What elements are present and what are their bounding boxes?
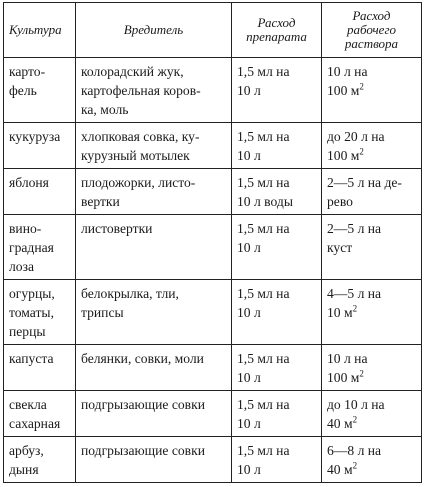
table-body [4, 58, 422, 483]
dose-cell: 1,5 мл на 10 л воды [232, 169, 322, 215]
dose-cell: 1,5 мл на 10 л [232, 437, 322, 483]
solution-unit-exponent: 2 [359, 81, 364, 92]
table-row [4, 391, 422, 437]
solution-text: до 20 л на 100 м [327, 129, 385, 163]
solution-cell [322, 437, 422, 483]
solution-cell [322, 280, 422, 345]
solution-unit-exponent: 2 [352, 303, 358, 314]
solution-text: 10 л на 100 м [327, 64, 368, 98]
solution-text: 10 л на 100 м [327, 351, 368, 385]
crop-cell: капуста [4, 345, 76, 391]
dose-cell: 1,5 мл на 10 л [232, 58, 322, 123]
table-row [4, 169, 422, 215]
solution-cell [322, 123, 422, 169]
pest-cell: подгрызающие совки [76, 391, 232, 437]
solution-cell [322, 391, 422, 437]
solution-text: 4—5 л на 10 м [327, 286, 382, 320]
table-row [4, 437, 422, 483]
crop-cell: огурцы, томаты, перцы [4, 280, 76, 345]
table-row [4, 280, 422, 345]
table-row [4, 215, 422, 280]
pest-cell: колорадский жук, картофельная коров- ка, моль [76, 58, 232, 123]
crop-cell: арбуз, дыня [4, 437, 76, 483]
crop-cell: вино- градная лоза [4, 215, 76, 280]
crop-cell: кукуруза [4, 123, 76, 169]
pest-cell: плодожорки, листо- вертки [76, 169, 232, 215]
dose-cell: 1,5 мл на 10 л [232, 123, 322, 169]
table-row [4, 345, 422, 391]
solution-cell [322, 169, 422, 215]
solution-unit-exponent: 2 [359, 146, 364, 157]
solution-text: до 10 л на 40 м [327, 397, 385, 431]
solution-text: 6—8 л на 40 м [327, 443, 382, 477]
pest-cell: листовертки [76, 215, 232, 280]
pest-cell: подгрызающие совки [76, 437, 232, 483]
solution-cell [322, 58, 422, 123]
header-row [4, 3, 422, 58]
table-row [4, 58, 422, 123]
crop-cell: карто- фель [4, 58, 76, 123]
solution-unit-exponent: 2 [352, 460, 358, 471]
header-crop: Культура [4, 3, 76, 58]
header-dose: Расход препарата [232, 3, 322, 58]
solution-unit-exponent: 2 [352, 414, 358, 425]
pesticide-table [3, 2, 422, 483]
pest-cell: белянки, совки, моли [76, 345, 232, 391]
solution-cell [322, 215, 422, 280]
table-row [4, 123, 422, 169]
pest-cell: хлопковая совка, ку- курузный мотылек [76, 123, 232, 169]
header-solution: Расход рабочего раствора [322, 3, 422, 58]
solution-text: 2—5 л на де- рево [327, 175, 402, 209]
crop-cell: яблоня [4, 169, 76, 215]
solution-text: 2—5 л на куст [327, 221, 382, 255]
pest-cell: белокрылка, тли, трипсы [76, 280, 232, 345]
solution-unit-exponent: 2 [359, 368, 364, 379]
dose-cell: 1,5 мл на 10 л [232, 391, 322, 437]
header-pest: Вредитель [76, 3, 232, 58]
dose-cell: 1,5 мл на 10 л [232, 280, 322, 345]
dose-cell: 1,5 мл на 10 л [232, 215, 322, 280]
crop-cell: свекла сахарная [4, 391, 76, 437]
solution-cell [322, 345, 422, 391]
dose-cell: 1,5 мл на 10 л [232, 345, 322, 391]
